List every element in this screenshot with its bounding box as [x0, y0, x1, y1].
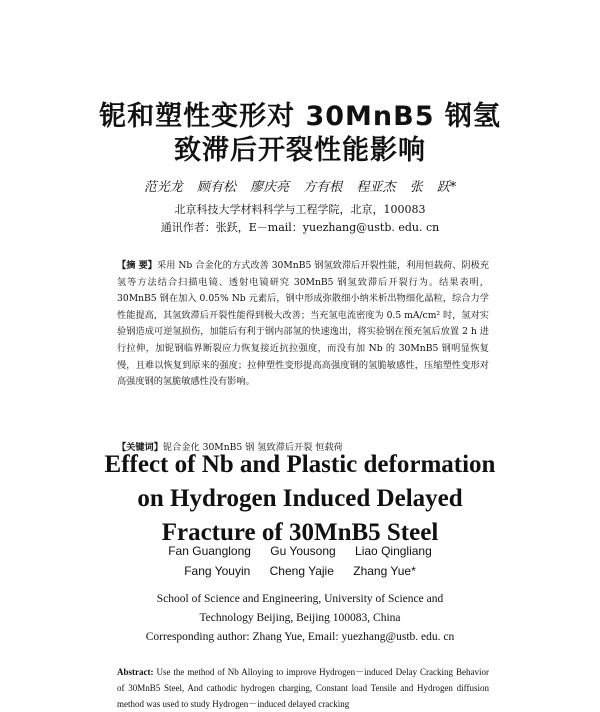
english-abstract — [117, 664, 489, 712]
chinese-title-line-2: 致滞后开裂性能影响 — [174, 135, 426, 166]
english-title — [0, 448, 600, 550]
english-abstract-label: Abstract: — [117, 667, 154, 677]
author-en: Cheng Yajie — [269, 564, 334, 578]
author-cn: 方有根 — [303, 180, 343, 195]
author-en: Liao Qingliang — [355, 544, 432, 558]
english-title-line-1: Effect of Nb and Plastic deformation — [104, 451, 496, 478]
chinese-keywords-label: 【关键词】 — [117, 442, 163, 453]
author-en: Zhang Yue* — [353, 564, 416, 578]
author-cn: 张 跃* — [409, 180, 457, 195]
chinese-affiliation: 北京科技大学材料科学与工程学院，北京，100083 — [174, 203, 426, 216]
english-corresponding-author: Corresponding author: Zhang Yue, Email: yuezhang@ustb. edu. cn — [145, 631, 455, 643]
author-cn: 顾有松 — [196, 180, 236, 195]
english-author-row — [0, 541, 600, 561]
author-cn: 廖庆亮 — [250, 180, 290, 195]
english-affiliation-line-1: School of Science and Engineering, University of Science and — [156, 593, 444, 605]
author-cn: 范光龙 — [143, 180, 183, 195]
chinese-keywords-text: 铌合金化 30MnB5 钢 氢致滞后开裂 恒载荷 — [162, 442, 343, 453]
english-author-row — [0, 561, 600, 581]
english-affiliation — [0, 590, 600, 647]
chinese-abstract-label: 【摘 要】 — [117, 260, 158, 271]
chinese-corresponding-author: 通讯作者：张跃，E－mail：yuezhang@ustb. edu. cn — [160, 221, 440, 234]
english-title-line-2: on Hydrogen Induced Delayed — [137, 485, 463, 512]
english-abstract-text: Use the method of Nb Alloying to improve Hydrogen－induced Delay Cracking Behavior of 30MnB5 Steel, And cathodic hydrogen charging, Constant load Tensile and Hydrogen diffusion method was used to study Hydrogen－induced delayed cracking — [117, 667, 489, 709]
author-en: Gu Yousong — [270, 544, 336, 558]
author-en: Fang Youyin — [184, 564, 251, 578]
chinese-title-line-1: 铌和塑性变形对 30MnB5 钢氢 — [99, 101, 501, 132]
english-author-list — [0, 541, 600, 581]
chinese-author-list — [0, 176, 600, 195]
chinese-title — [0, 100, 600, 168]
author-en: Fan Guanglong — [168, 544, 251, 558]
author-cn: 程亚杰 — [356, 180, 396, 195]
english-affiliation-line-2: Technology Beijing, Beijing 100083, China — [199, 612, 401, 624]
chinese-abstract-text: 采用 Nb 合金化的方式改善 30MnB5 钢氢致滞后开裂性能，利用恒载荷、阴极充氢等方法结合扫描电镜、透射电镜研究 30MnB5 钢氢致滞后开裂行为。结果表明，30MnB5 钢在加入 0.05% Nb 元素后，钢中形成弥散细小纳米析出物细化晶粒，综合力学性能提高，其氢致滞后开裂性能得到极大改善；当充氢电流密度为 0.5 mA/cm² 时，氢对实验钢造成可逆氢损伤，加能后有利于钢内部氢的快速逸出，将实验钢在预充氢后放置 2 h 进行拉伸，加铌钢临界断裂应力恢复接近抗拉强度，而没有加 Nb 的 30MnB5 钢明显恢复慢，且难以恢复到原来的强度；拉伸塑性变形提高高强度钢的氢脆敏感性，压缩塑性变形对高强度钢的氢脆敏感性没有影响。 — [117, 260, 490, 388]
english-title-line-3: Fracture of 30MnB5 Steel — [161, 519, 439, 546]
chinese-abstract — [117, 258, 489, 391]
